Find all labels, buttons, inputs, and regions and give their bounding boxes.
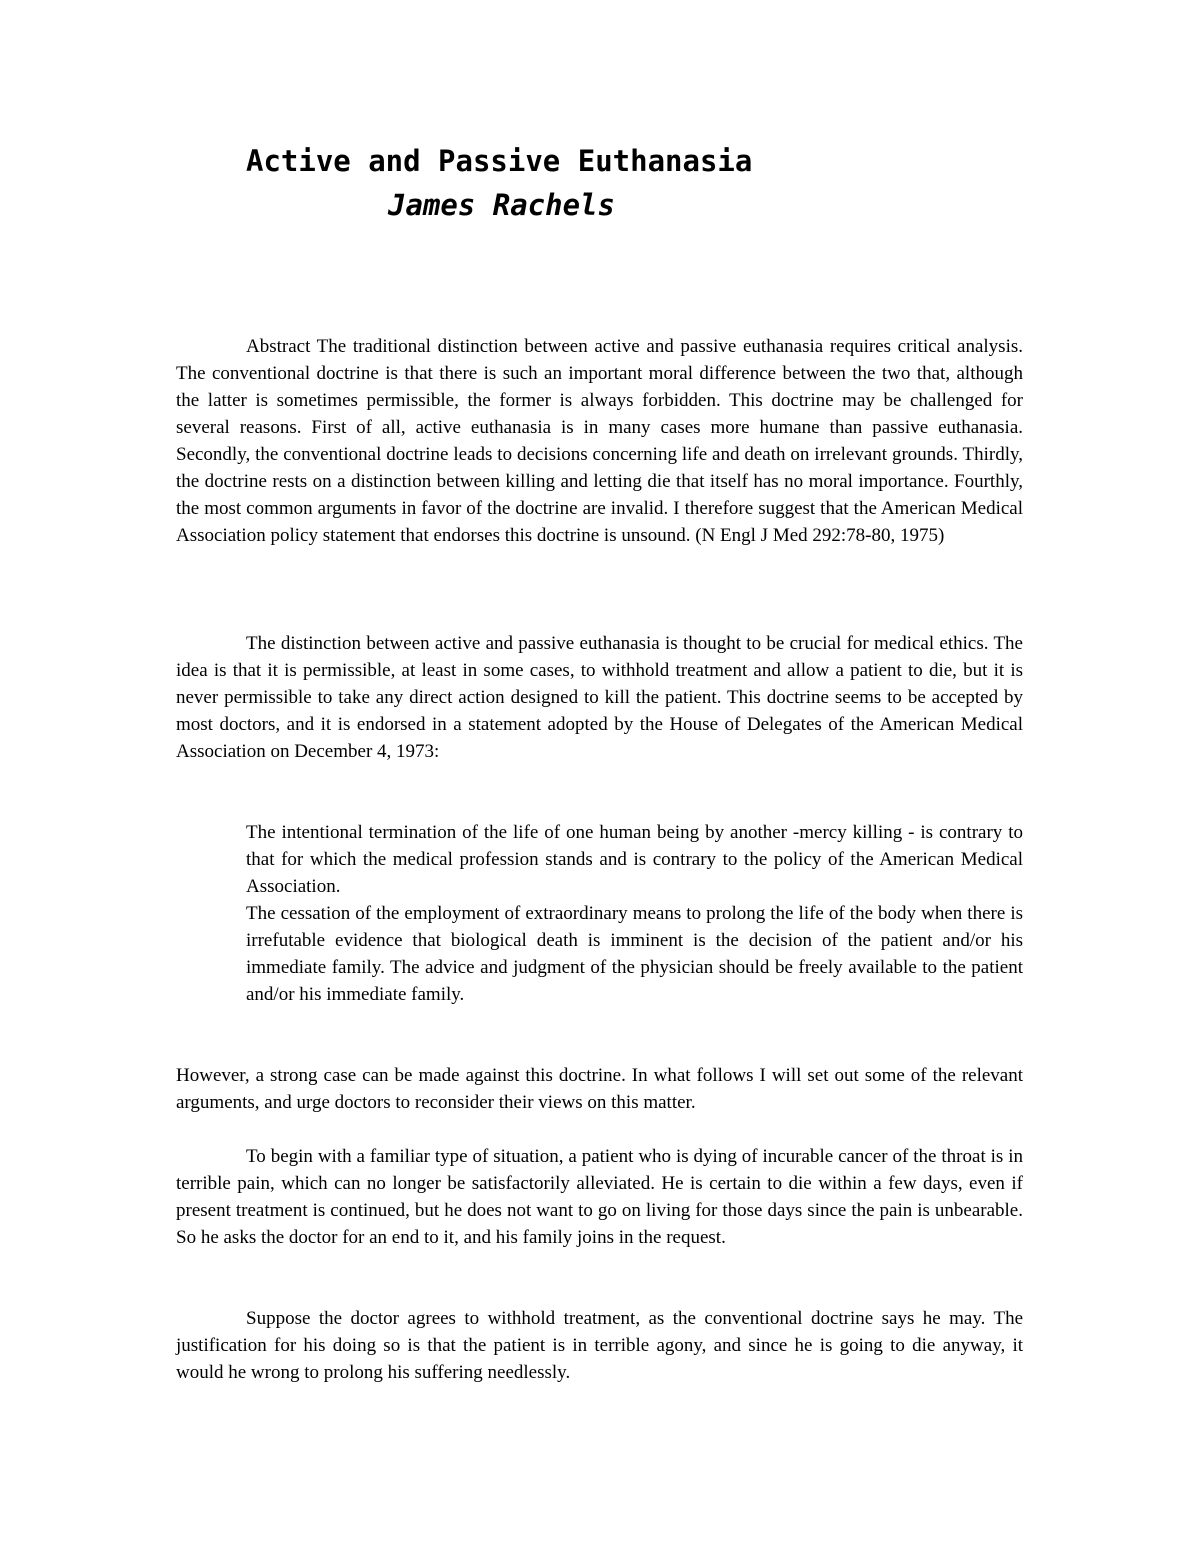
document-title: Active and Passive Euthanasia: [246, 144, 753, 178]
distinction-paragraph: The distinction between active and passive euthanasia is thought to be crucial for medical ethics. The idea is that it is permissible, at least in some cases, to withhold treatment and allow a patient to die, but it is never permissible to take any direct action designed to kill the patient. This doctrine seems to be accepted by most doctors, and it is endorsed in a statement adopted by the House of Delegates of the American Medical Association on December 4, 1973:: [176, 633, 1023, 762]
ama-quote-paragraph-1: The intentional termination of the life of one human being by another -mercy killing - is contrary to that for which the medical profession stands and is contrary to the policy of the American Medical Association.: [246, 822, 1023, 897]
abstract-paragraph: Abstract The traditional distinction between active and passive euthanasia requires critical analysis. The conventional doctrine is that there is such an important moral difference between the two that, although the latter is sometimes permissible, the former is always forbidden. This doctrine may be challenged for several reasons. First of all, active euthanasia is in many cases more humane than passive euthanasia. Secondly, the conventional doctrine leads to decisions concerning life and death on irrelevant grounds. Thirdly, the doctrine rests on a distinction between killing and letting die that itself has no moral importance. Fourthly, the most common arguments in favor of the doctrine are invalid. I therefore suggest that the American Medical Association policy statement that endorses this doctrine is unsound. (N Engl J Med 292:78-80, 1975): [176, 336, 1023, 546]
ama-quote-paragraph-2: The cessation of the employment of extraordinary means to prolong the life of the body when there is irrefutable evidence that biological death is imminent is the decision of the patient and/or his immediate family. The advice and judgment of the physician should be freely available to the patient and/or his immediate family.: [246, 903, 1023, 1005]
situation-paragraph: To begin with a familiar type of situation, a patient who is dying of incurable cancer of the throat is in terrible pain, which can no longer be satisfactorily alleviated. He is certain to die within a few days, even if present treatment is continued, but he does not want to go on living for those days since the pain is unbearable. So he asks the doctor for an end to it, and his family joins in the request.: [176, 1146, 1023, 1248]
document-author: James Rachels: [388, 188, 615, 222]
however-paragraph: However, a strong case can be made against this doctrine. In what follows I will set out some of the relevant arguments, and urge doctors to reconsider their views on this matter.: [176, 1065, 1023, 1113]
suppose-paragraph: Suppose the doctor agrees to withhold treatment, as the conventional doctrine says he may. The justification for his doing so is that the patient is in terrible agony, and since he is going to die anyway, it would he wrong to prolong his suffering needlessly.: [176, 1308, 1023, 1383]
